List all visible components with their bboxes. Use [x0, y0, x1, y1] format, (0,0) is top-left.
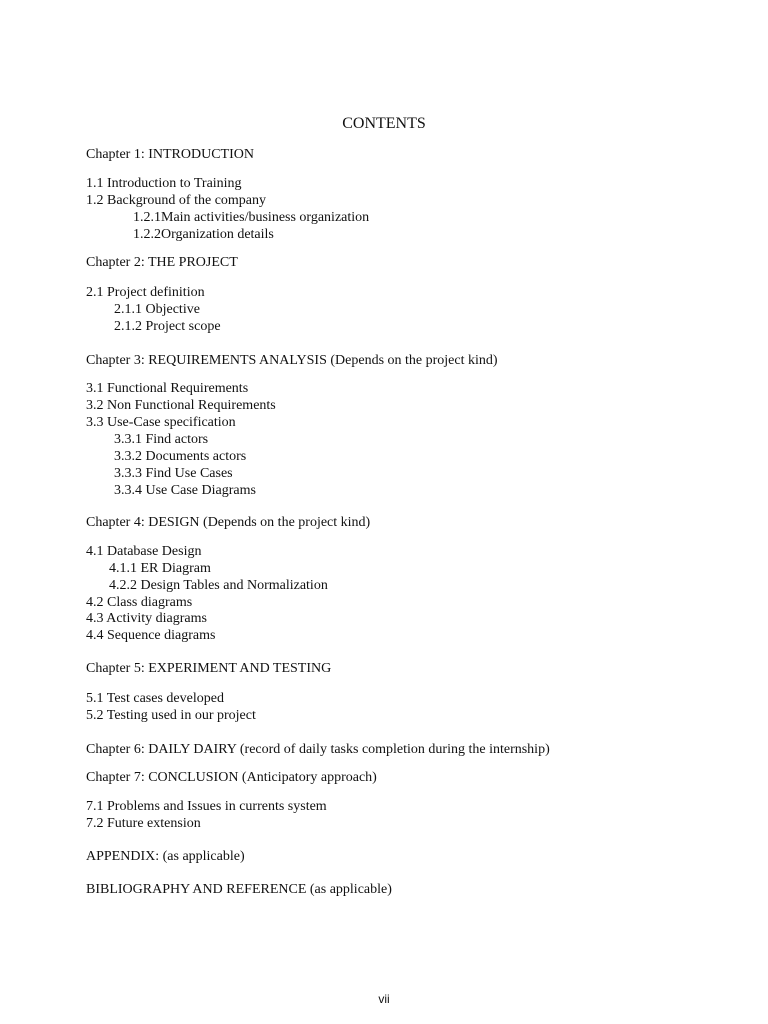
bibliography-heading: BIBLIOGRAPHY AND REFERENCE (as applicable) [86, 882, 392, 897]
section-entry: 5.1 Test cases developed [86, 691, 224, 706]
subsection-entry: 1.2.1Main activities/business organization [133, 210, 370, 225]
section-entry: 3.3 Use-Case specification [86, 415, 236, 430]
section-entry: 5.2 Testing used in our project [86, 708, 256, 723]
section-entry: 3.2 Non Functional Requirements [86, 398, 276, 413]
section-entry: 7.1 Problems and Issues in currents system [86, 799, 327, 814]
section-entry: 1.1 Introduction to Training [86, 176, 242, 191]
section-entry: 2.1 Project definition [86, 285, 205, 300]
subsection-entry: 4.2.2 Design Tables and Normalization [109, 578, 328, 593]
subsection-entry: 3.3.2 Documents actors [114, 449, 247, 464]
section-entry: 4.4 Sequence diagrams [86, 628, 216, 643]
subsection-entry: 4.1.1 ER Diagram [109, 561, 211, 576]
subsection-entry: 3.3.1 Find actors [114, 432, 209, 447]
section-entry: 4.2 Class diagrams [86, 595, 193, 610]
section-entry: 1.2 Background of the company [86, 193, 267, 208]
page-number: vii [378, 992, 390, 1006]
appendix-heading: APPENDIX: (as applicable) [86, 849, 245, 864]
section-entry: 4.3 Activity diagrams [86, 611, 207, 626]
subsection-entry: 3.3.4 Use Case Diagrams [114, 483, 256, 498]
section-entry: 4.1 Database Design [86, 544, 202, 559]
subsection-entry: 2.1.2 Project scope [114, 319, 221, 334]
chapter-heading: Chapter 4: DESIGN (Depends on the project kind) [86, 515, 371, 530]
page-title: CONTENTS [342, 115, 426, 132]
subsection-entry: 2.1.1 Objective [114, 302, 200, 317]
subsection-entry: 3.3.3 Find Use Cases [114, 466, 233, 481]
section-entry: 7.2 Future extension [86, 816, 201, 831]
subsection-entry: 1.2.2Organization details [133, 227, 274, 242]
chapter-heading: Chapter 3: REQUIREMENTS ANALYSIS (Depends on the project kind) [86, 353, 498, 368]
chapter-heading: Chapter 2: THE PROJECT [86, 255, 238, 270]
chapter-heading: Chapter 1: INTRODUCTION [86, 147, 254, 162]
chapter-heading: Chapter 5: EXPERIMENT AND TESTING [86, 661, 332, 676]
chapter-heading: Chapter 6: DAILY DAIRY (record of daily tasks completion during the internship) [86, 742, 550, 757]
chapter-heading: Chapter 7: CONCLUSION (Anticipatory approach) [86, 770, 377, 785]
section-entry: 3.1 Functional Requirements [86, 381, 249, 396]
